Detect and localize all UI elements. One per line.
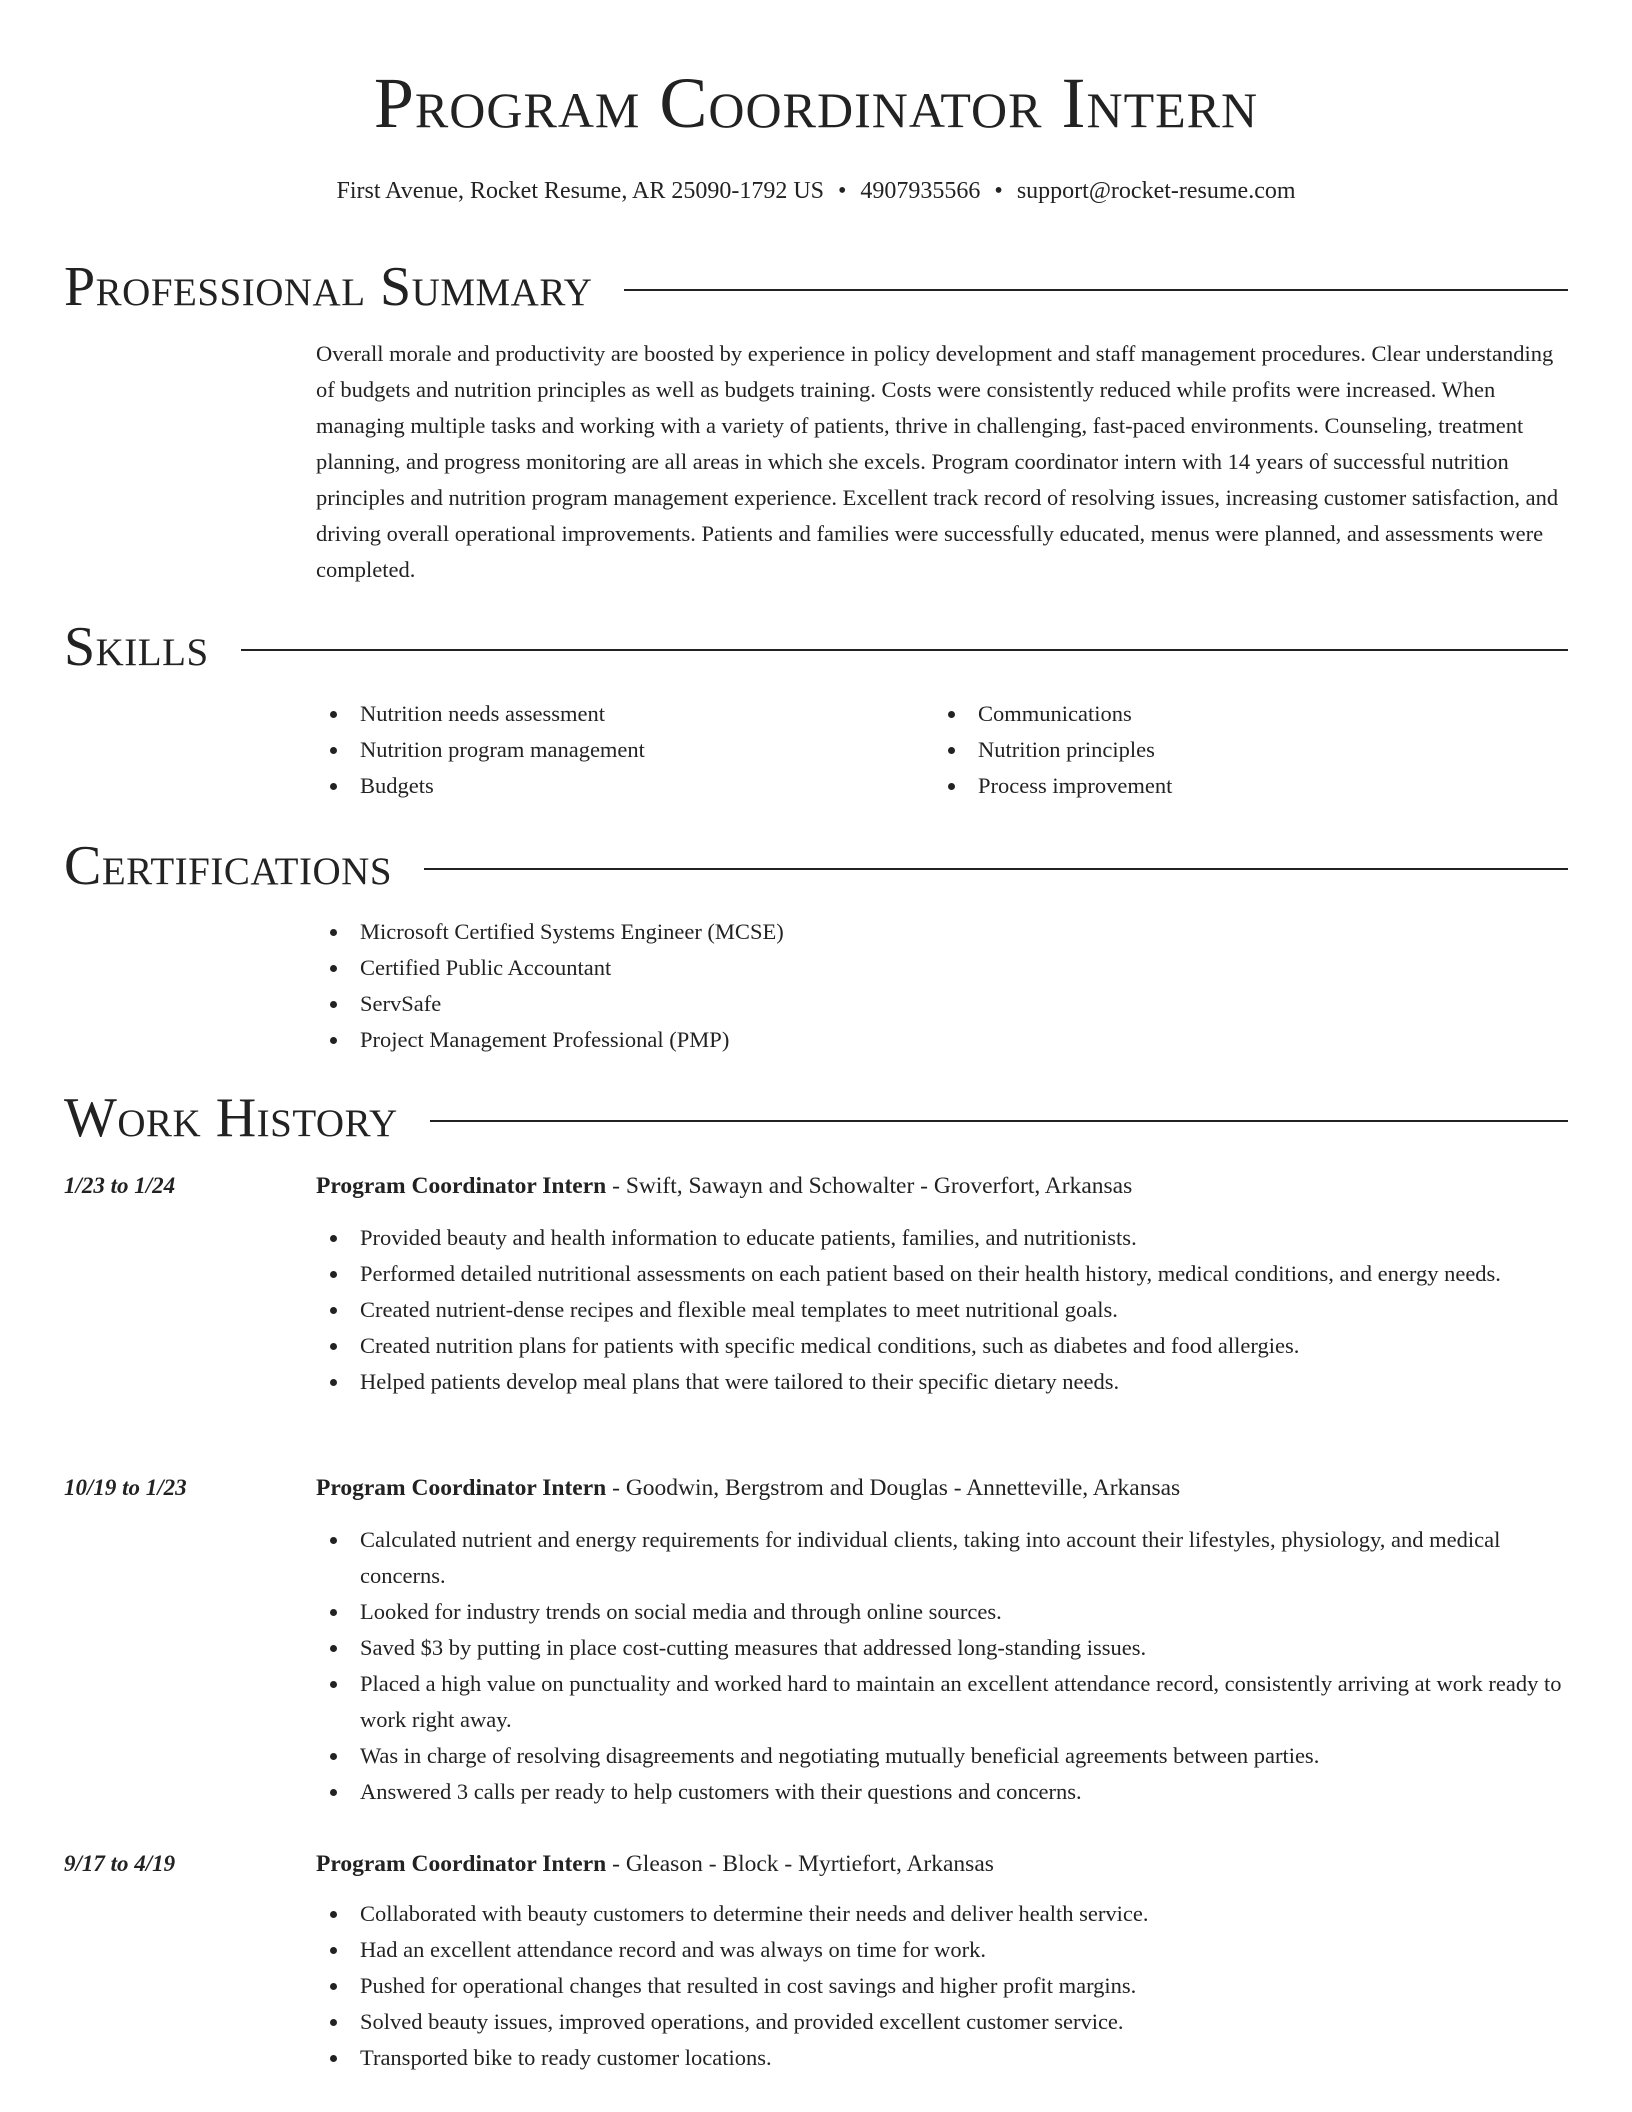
certification-item: Certified Public Accountant xyxy=(316,950,1570,986)
contact-email: support@rocket-resume.com xyxy=(1016,178,1296,204)
job-bullet: Was in charge of resolving disagreements and negotiating mutually beneficial agreements between parties. xyxy=(316,1738,1570,1774)
section-divider xyxy=(430,1120,1568,1122)
skill-item: Process improvement xyxy=(934,768,1552,804)
job-company: - Gleason - Block - Myrtiefort, Arkansas xyxy=(606,1851,994,1877)
skill-item: Budgets xyxy=(316,768,934,804)
skills-column-right xyxy=(934,696,1552,804)
section-title: Professional Summary xyxy=(64,256,593,318)
job-bullet: Created nutrient-dense recipes and flexible meal templates to meet nutritional goals. xyxy=(316,1292,1570,1328)
skill-item: Nutrition needs assessment xyxy=(316,696,934,732)
skills-section-heading xyxy=(64,612,1568,682)
job-bullet: Answered 3 calls per ready to help customers with their questions and concerns. xyxy=(316,1774,1570,1810)
skill-item: Nutrition principles xyxy=(934,732,1552,768)
work-history-section-heading xyxy=(64,1083,1568,1153)
job-bullet: Transported bike to ready customer locations. xyxy=(316,2040,1570,2076)
job-entry xyxy=(316,1470,1570,1810)
section-divider xyxy=(424,868,1568,870)
section-title: Certifications xyxy=(64,835,393,897)
skill-item: Nutrition program management xyxy=(316,732,934,768)
skills-column-left xyxy=(316,696,934,804)
job-bullet: Performed detailed nutritional assessments on each patient based on their health history, medical conditions, and energy needs. xyxy=(316,1256,1570,1292)
certifications-section-heading xyxy=(64,831,1568,901)
job-dates: 9/17 to 4/19 xyxy=(64,1851,176,1876)
job-company: - Swift, Sawayn and Schowalter - Groverfort, Arkansas xyxy=(606,1173,1133,1199)
summary-text: Overall morale and productivity are boosted by experience in policy development and staff management procedures. Clear understanding of budgets and nutrition principles as well as budgets training. Costs were consistently reduced while profits were increased. When managing multiple tasks and working with a variety of patients, thrive in challenging, fast-paced environments. Counseling, treatment planning, and progress monitoring are all areas in which she excels. Program coordinator intern with 14 years of successful nutrition principles and nutrition program management experience. Excellent track record of resolving issues, increasing customer satisfaction, and driving overall operational improvements. Patients and families were successfully educated, menus were planned, and assessments were completed. xyxy=(316,341,1559,582)
job-bullet: Provided beauty and health information to educate patients, families, and nutritionists. xyxy=(316,1220,1570,1256)
certification-item: Project Management Professional (PMP) xyxy=(316,1022,1570,1058)
contact-separator: • xyxy=(838,178,847,204)
job-bullet: Pushed for operational changes that resulted in cost savings and higher profit margins. xyxy=(316,1968,1570,2004)
job-heading xyxy=(316,1470,1570,1506)
certification-item: Microsoft Certified Systems Engineer (MCSE) xyxy=(316,914,1570,950)
job-bullet: Had an excellent attendance record and was always on time for work. xyxy=(316,1932,1570,1968)
job-bullet: Helped patients develop meal plans that were tailored to their specific dietary needs. xyxy=(316,1364,1570,1400)
job-bullet: Calculated nutrient and energy requirements for individual clients, taking into account their lifestyles, physiology, and medical concerns. xyxy=(316,1522,1570,1594)
job-heading xyxy=(316,1846,1570,1882)
certifications-list xyxy=(316,914,1570,1058)
job-entry xyxy=(316,1168,1570,1400)
job-bullet: Looked for industry trends on social media and through online sources. xyxy=(316,1594,1570,1630)
job-heading xyxy=(316,1168,1570,1204)
job-entry xyxy=(316,1846,1570,2076)
job-dates: 1/23 to 1/24 xyxy=(64,1173,176,1198)
summary-body xyxy=(316,336,1570,588)
contact-phone: 4907935566 xyxy=(860,178,981,204)
skill-item: Communications xyxy=(934,696,1552,732)
resume-name: Program Coordinator Intern xyxy=(373,63,1259,143)
contact-address: First Avenue, Rocket Resume, AR 25090-1792 US xyxy=(336,178,825,204)
job-dates: 10/19 to 1/23 xyxy=(64,1475,187,1500)
job-title: Program Coordinator Intern xyxy=(316,1851,607,1877)
contact-line xyxy=(0,174,1632,208)
job-company: - Goodwin, Bergstrom and Douglas - Annetteville, Arkansas xyxy=(606,1475,1181,1501)
summary-section-heading xyxy=(64,252,1568,322)
certification-item: ServSafe xyxy=(316,986,1570,1022)
contact-separator: • xyxy=(994,178,1003,204)
job-bullet: Saved $3 by putting in place cost-cutting measures that addressed long-standing issues. xyxy=(316,1630,1570,1666)
section-divider xyxy=(624,289,1568,291)
section-title: Work History xyxy=(64,1087,398,1149)
job-title: Program Coordinator Intern xyxy=(316,1173,607,1199)
section-title: Skills xyxy=(64,616,209,678)
job-bullet: Solved beauty issues, improved operations, and provided excellent customer service. xyxy=(316,2004,1570,2040)
job-bullet: Collaborated with beauty customers to determine their needs and deliver health service. xyxy=(316,1896,1570,1932)
job-bullet: Created nutrition plans for patients with specific medical conditions, such as diabetes and food allergies. xyxy=(316,1328,1570,1364)
section-divider xyxy=(241,649,1568,651)
job-bullet: Placed a high value on punctuality and worked hard to maintain an excellent attendance record, consistently arriving at work ready to work right away. xyxy=(316,1666,1570,1738)
job-title: Program Coordinator Intern xyxy=(316,1475,607,1501)
skills-list xyxy=(316,696,1570,804)
